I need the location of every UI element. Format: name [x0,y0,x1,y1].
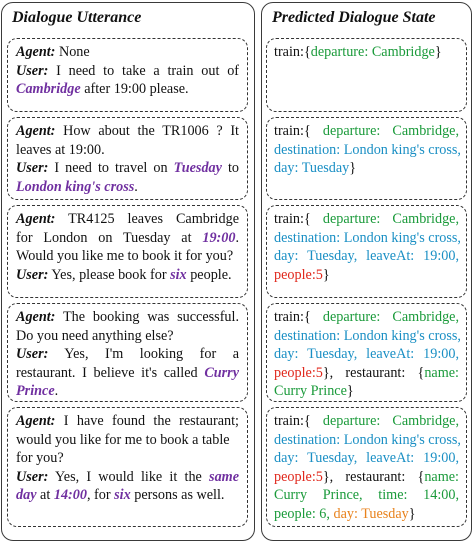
state-slot: people:5 [274,266,323,283]
user-text: I need to take a train out of [56,62,240,79]
state-brace: { [303,44,311,60]
utterance-turn-4 [7,303,248,402]
highlight-entity: six [114,487,131,504]
state-slot: departure: Cambridge [310,44,435,60]
state-slot: Curry Prince, [274,487,363,504]
agent-text: I have found the restaurant; [63,413,239,429]
state-domain: }, restaurant: { [322,364,425,381]
agent-text: would you like for me to book a table [16,431,230,448]
state-slot: people:5 [274,364,323,381]
state-turn-1 [266,38,467,112]
state-slot: time: 14:00, [378,487,459,504]
utterance-turn-5 [7,407,248,527]
state-slot: day: Tuesday, leaveAt: 19:00, [274,450,459,467]
utterance-turn-2 [7,117,248,200]
state-domain: train:{ [274,309,311,325]
state-turn-5 [266,407,467,527]
state-turn-2 [266,117,467,200]
state-domain: train:{ [274,123,311,139]
state-slot: day: Tuesday, leaveAt: 19:00, [274,248,459,265]
agent-text: None [58,44,90,60]
utterance-turn-3 [7,205,248,298]
user-text: persons as well. [134,487,225,504]
highlight-entity: same [209,468,239,485]
user-text: restaurant. I believe it's called [16,364,198,381]
state-slot: Curry Prince [274,383,347,400]
agent-text: . [235,229,240,246]
state-slot: day: Tuesday [274,160,350,177]
user-label: User: [16,160,49,177]
user-text: . [134,178,138,195]
state-brace: } [408,505,416,522]
user-label: User: [16,266,49,283]
user-label: User: [16,468,49,485]
user-label: User: [16,346,49,363]
highlight-entity: Tuesday [173,160,222,177]
state-slot: name: [424,468,459,485]
highlight-entity: six [170,266,187,283]
state-brace: } [322,266,330,283]
user-text: Yes, I'm looking for a [64,346,239,363]
user-text: to [227,160,240,177]
state-domain: train:{ [274,211,311,227]
utterance-header: Dialogue Utterance [12,9,142,26]
state-slot: departure: Cambridge, [322,309,460,325]
highlight-entity: Curry [204,364,240,381]
utterance-turn-1 [7,38,248,112]
agent-text: Would you like me to book it for you? [16,248,234,265]
agent-label: Agent: [16,413,56,429]
agent-text: for you? [16,450,64,467]
highlight-entity: Prince [16,383,55,400]
agent-label: Agent: [16,123,56,139]
agent-text: leaves at 19:00. [16,141,105,158]
state-slot: people: 6, [274,505,330,522]
state-slot: name: [424,364,459,381]
state-slot: departure: Cambridge, [322,211,460,227]
state-slot: departure: Cambridge, [322,123,460,139]
state-domain: }, restaurant: { [322,468,425,485]
state-slot: people:5 [274,468,323,485]
agent-text: for London on Tuesday at [16,229,192,246]
state-domain: train:{ [274,413,311,429]
state-slot: day: Tuesday [333,505,409,522]
state-domain: train: [274,44,304,60]
agent-text: How about the TR1006 ? It [63,123,239,139]
state-slot: destination: London king's cross, [274,141,461,158]
agent-label: Agent: [16,309,56,325]
state-header: Predicted Dialogue State [272,9,436,26]
user-text: Yes, I would like it the [54,468,202,485]
agent-text: TR4125 leaves Cambridge [68,211,239,227]
state-brace: } [434,44,442,60]
highlight-entity: Cambridge [16,81,81,98]
state-slot: destination: London king's cross, [274,327,461,344]
agent-text: Do you need anything else? [16,327,174,344]
state-slot: day: Tuesday, leaveAt: 19:00, [274,346,459,363]
state-brace: } [346,383,354,400]
highlight-entity: 14:00 [53,487,87,504]
state-brace: } [349,160,357,177]
user-text: I need to travel on [54,160,168,177]
highlight-entity: 19:00 [202,229,236,246]
highlight-entity: day [16,487,37,504]
state-slot: destination: London king's cross, [274,229,461,246]
agent-label: Agent: [16,211,56,227]
state-slot: departure: Cambridge, [322,413,460,429]
agent-label: Agent: [16,44,56,60]
user-text: . [54,383,59,400]
user-text: Yes, please book for [51,266,167,283]
user-text: after 19:00 please. [84,81,189,98]
user-text: people. [190,266,232,283]
state-turn-4 [266,303,467,402]
state-slot: destination: London king's cross, [274,431,461,448]
user-label: User: [16,62,49,79]
highlight-entity: London king's cross [16,178,135,195]
user-text: at [40,487,51,504]
agent-text: The booking was successful. [63,309,240,325]
state-turn-3 [266,205,467,298]
user-text: , for [86,487,111,504]
